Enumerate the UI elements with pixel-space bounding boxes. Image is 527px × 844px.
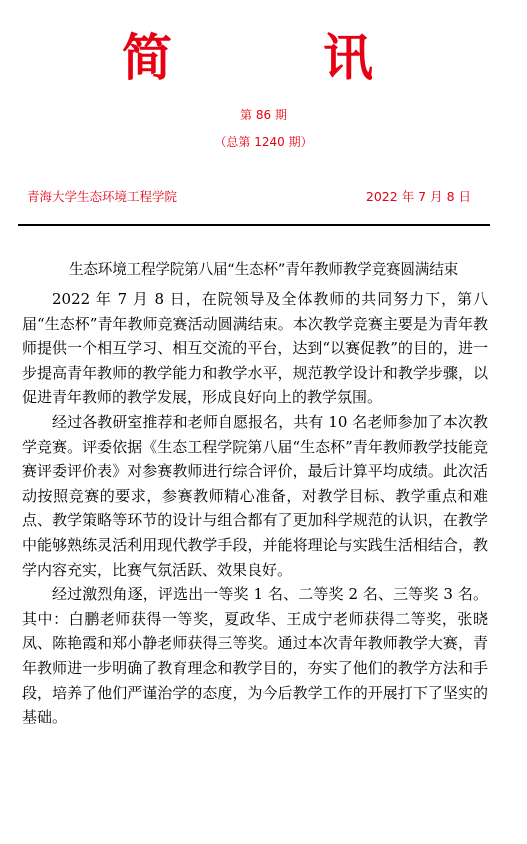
article-paragraph-1: 2022 年 7 月 8 日，在院领导及全体教师的共同努力下，第八届“生态杯”青年教师竞赛活动圆满结束。本次教学竞赛主要是为青年教师提供一个相互学习、相互交流的平台，达到“以赛促教”的目的，进一步提高青年教师的教学能力和教学水平，规范教学设计和教学步骤，以促进青年教师的教学发展，形成良好向上的教学氛围。 <box>22 290 488 407</box>
article-body <box>22 287 488 730</box>
total-issue-number: （总第 1240 期） <box>214 135 313 149</box>
masthead-char-right: 讯 <box>323 29 373 87</box>
article-paragraph-2: 经过各教研室推荐和老师自愿报名，共有 10 名老师参加了本次教学竞赛。评委依据《生态工程学院第八届“生态杯”青年教师教学技能竞赛评委评价表》对参赛教师进行综合评价，最后计算平均成绩。此次活动按照竞赛的要求，参赛教师精心准备，对教学目标、教学重点和难点、教学策略等环节的设计与组合都有了更加科学规范的认识，在教学中能够熟练灵活利用现代教学手段，并能将理论与实践生活相结合，教学内容充实，比赛气氛活跃、效果良好。 <box>22 412 488 579</box>
publish-date: 2022 年 7 月 8 日 <box>365 189 471 204</box>
masthead-title <box>0 28 527 88</box>
masthead-char-left: 简 <box>122 29 172 87</box>
organization-name: 青海大学生态环境工程学院 <box>27 189 178 204</box>
article-paragraph-3: 经过激烈角逐，评选出一等奖 1 名、二等奖 2 名、三等奖 3 名。其中：白鹏老师获得一等奖，夏政华、王成宁老师获得二等奖，张晓凤、陈艳霞和郑小静老师获得三等奖。通过本次青年教师教学大赛，青年教师进一步明确了教育理念和教学目的，夯实了他们的教学方法和手段，培养了他们严谨治学的态度，为今后教学工作的开展打下了坚实的基础。 <box>22 585 488 727</box>
article-headline: 生态环境工程学院第八届“生态杯”青年教师教学竞赛圆满结束 <box>69 261 458 278</box>
header-divider <box>18 224 490 226</box>
issue-number: 第 86 期 <box>240 108 287 122</box>
